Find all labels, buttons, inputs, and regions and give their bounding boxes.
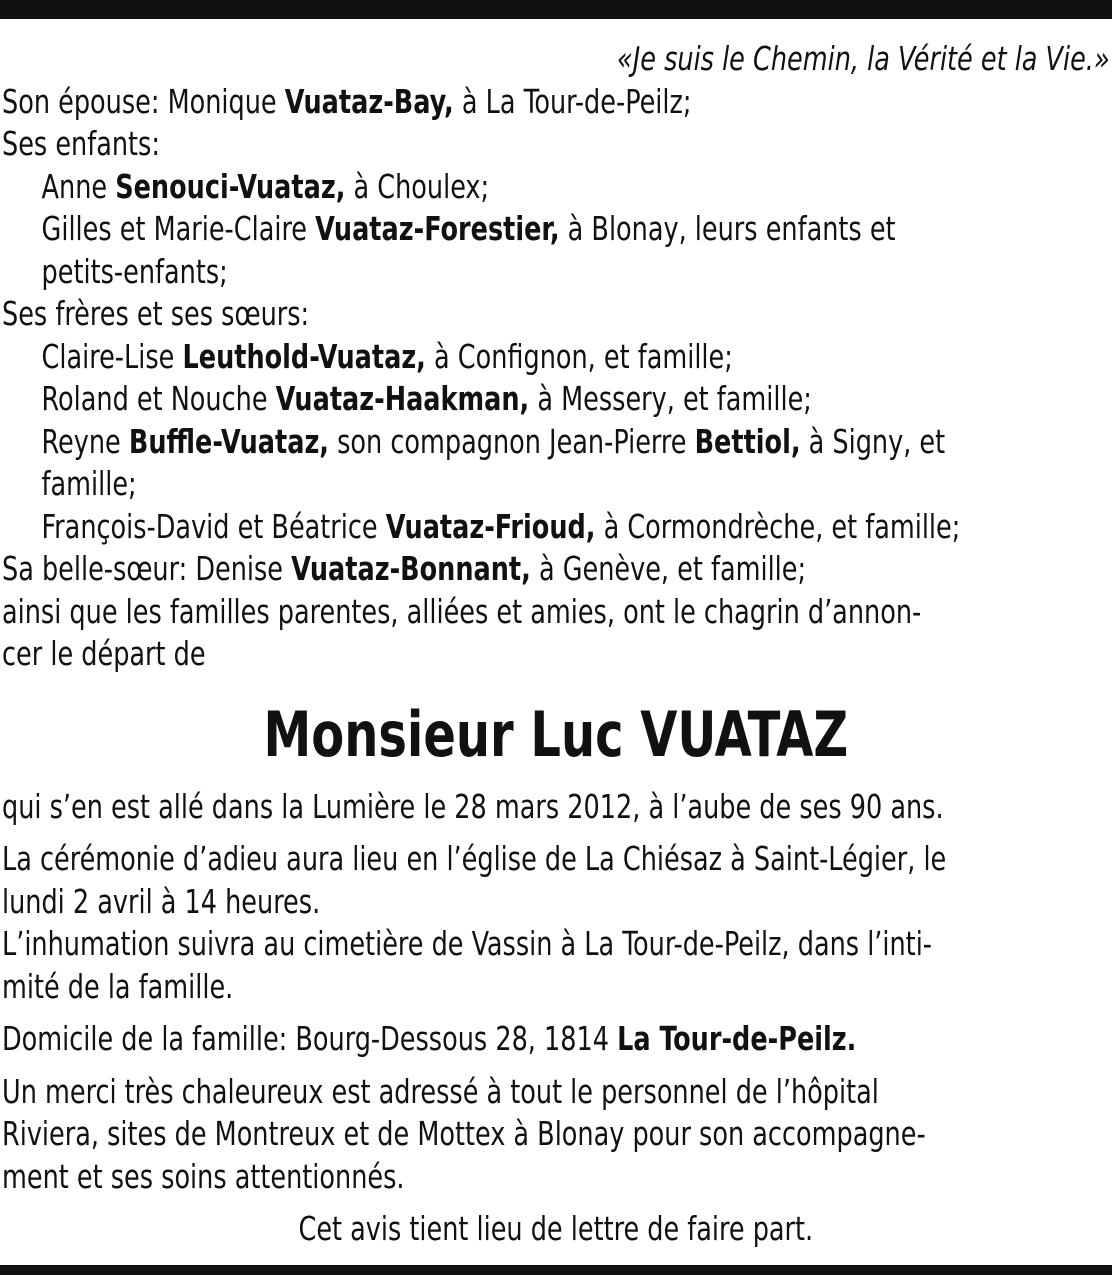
thanks-line: Riviera, sites de Montreux et de Mottex à Blonay pour son accompagne- [2, 1114, 926, 1153]
burial-line: L’inhumation suivra au cimetière de Vassin à La Tour-de-Peilz, dans l’inti- [2, 924, 933, 963]
sister-in-law-line: Sa belle-sœur: Denise Vuataz-Bonnant, à Genève, et famille; [2, 549, 807, 588]
child-line: Gilles et Marie-Claire Vuataz-Forestier, à Blonay, leurs enfants et [41, 209, 896, 248]
ceremony-line: lundi 2 avril à 14 heures. [2, 881, 321, 921]
siblings-heading: Ses frères et ses sœurs: [2, 294, 310, 333]
closing-line: ainsi que les familles parentes, alliées et amies, ont le chagrin d’annon- [2, 591, 922, 631]
ceremony-line: La cérémonie d’adieu aura lieu en l’église de La Chiésaz à Saint-Légier, le [2, 839, 947, 878]
bible-quote: «Je suis le Chemin, la Vérité et la Vie.» [616, 39, 1110, 78]
child-line: Anne Senouci-Vuataz, à Choulex; [41, 166, 490, 206]
passing-line: qui s’en est allé dans la Lumière le 28 mars 2012, à l’aube de ses 90 ans. [2, 786, 944, 826]
obituary-notice [2, 38, 1110, 1251]
burial-line: mité de la famille. [2, 966, 234, 1006]
bottom-rule [0, 1265, 1112, 1275]
top-rule [0, 0, 1112, 19]
sibling-line: Reyne Buffle-Vuataz, son compagnon Jean-Pierre Bettiol, à Signy, et [41, 421, 946, 461]
child-line-continuation: petits-enfants; [41, 251, 228, 291]
sibling-line-continuation: famille; [41, 464, 137, 503]
deceased-name: Monsieur Luc VUATAZ [263, 697, 849, 771]
thanks-line: ment et ses soins attentionnés. [2, 1156, 405, 1196]
sibling-line: Roland et Nouche Vuataz-Haakman, à Messery, et famille; [41, 379, 812, 418]
domicile-line: Domicile de la famille: Bourg-Dessous 28, 1814 La Tour-de-Peilz. [2, 1019, 857, 1058]
notice-line: Cet avis tient lieu de lettre de faire part. [298, 1209, 814, 1248]
closing-line: cer le départ de [2, 634, 206, 673]
sibling-line: Claire-Lise Leuthold-Vuataz, à Confignon, et famille; [41, 336, 733, 376]
spouse-line: Son épouse: Monique Vuataz-Bay, à La Tour-de-Peilz; [2, 81, 692, 121]
sibling-line: François-David et Béatrice Vuataz-Frioud, à Cormondrèche, et famille; [41, 506, 961, 546]
thanks-line: Un merci très chaleureux est adressé à tout le personnel de l’hôpital [2, 1071, 879, 1111]
children-heading: Ses enfants: [2, 124, 160, 163]
